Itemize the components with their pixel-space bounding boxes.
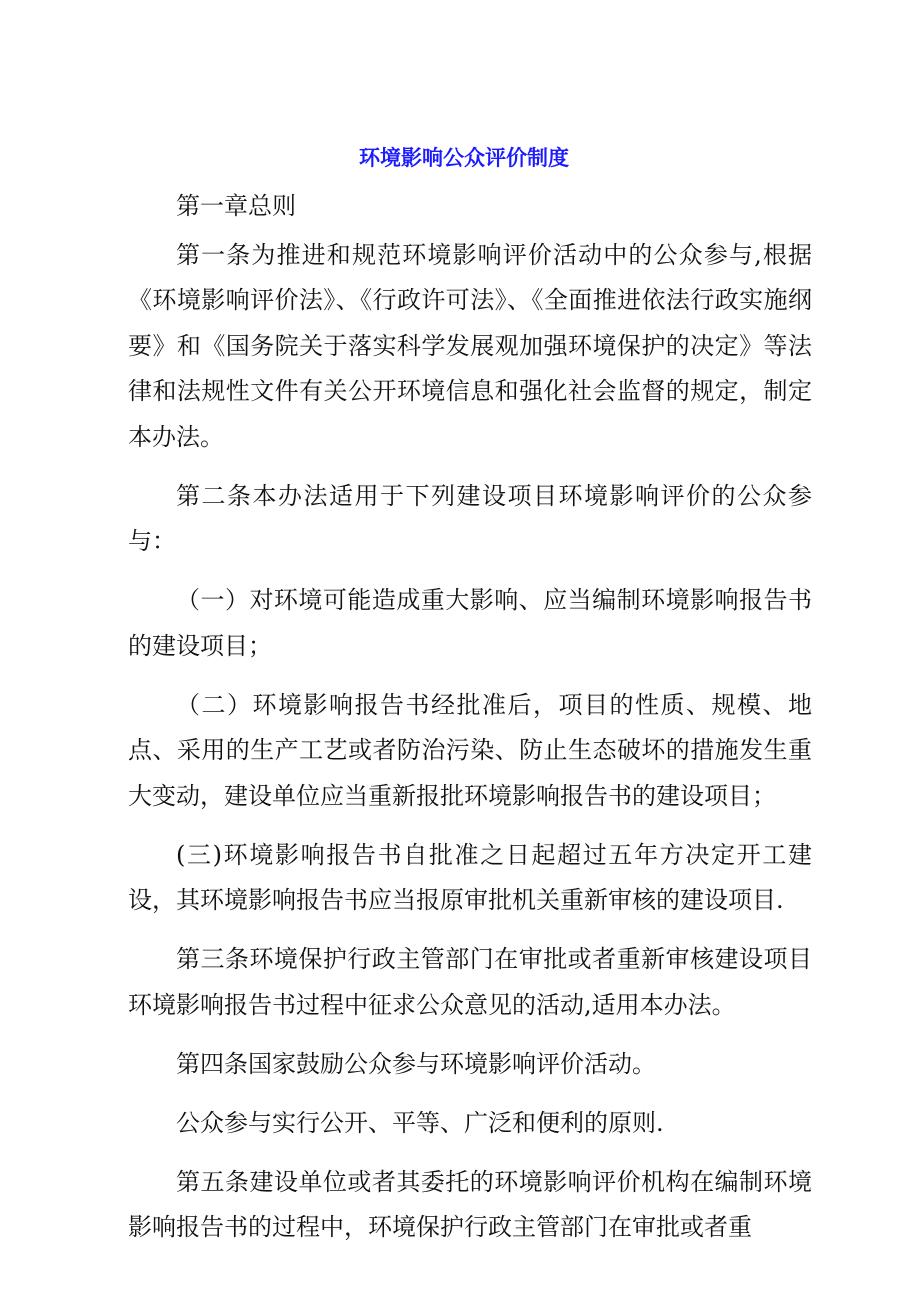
document-title: 环境影响公众评价制度	[359, 146, 569, 170]
article-2-item-1: （一）对环境可能造成重大影响、应当编制环境影响报告书的建设项目；	[128, 586, 812, 660]
article-4-paragraph: 第四条国家鼓励公众参与环境影响评价活动。	[176, 1049, 656, 1078]
article-5-paragraph: 第五条建设单位或者其委托的环境影响评价机构在编制环境影响报告书的过程中，环境保护行政主管部门在审批或者重	[128, 1167, 812, 1241]
article-4-principle-paragraph: 公众参与实行公开、平等、广泛和便利的原则.	[176, 1108, 664, 1137]
article-2-item-2: （二）环境影响报告书经批准后，项目的性质、规模、地点、采用的生产工艺或者防治污染、防止生态破坏的措施发生重大变动，建设单位应当重新报批环境影响报告书的建设项目；	[128, 690, 812, 810]
document-body	[128, 184, 812, 1264]
chapter-heading: 第一章总则	[176, 192, 296, 220]
article-1-paragraph: 第一条为推进和规范环境影响评价活动中的公众参与,根据《环境影响评价法》、《行政许可法》、《全面推进依法行政实施纲要》和《国务院关于落实科学发展观加强环境保护的决定》等法律和法规性文件有关公开环境信息和强化社会监督的规定，制定本办法。	[128, 240, 812, 451]
article-3-paragraph: 第三条环境保护行政主管部门在审批或者重新审核建设项目环境影响报告书过程中征求公众意见的活动,适用本办法。	[128, 945, 812, 1019]
article-2-paragraph: 第二条本办法适用于下列建设项目环境影响评价的公众参与：	[128, 481, 812, 555]
article-2-item-3: (三)环境影响报告书自批准之日起超过五年方决定开工建设，其环境影响报告书应当报原审批机关重新审核的建设项目.	[128, 840, 812, 914]
